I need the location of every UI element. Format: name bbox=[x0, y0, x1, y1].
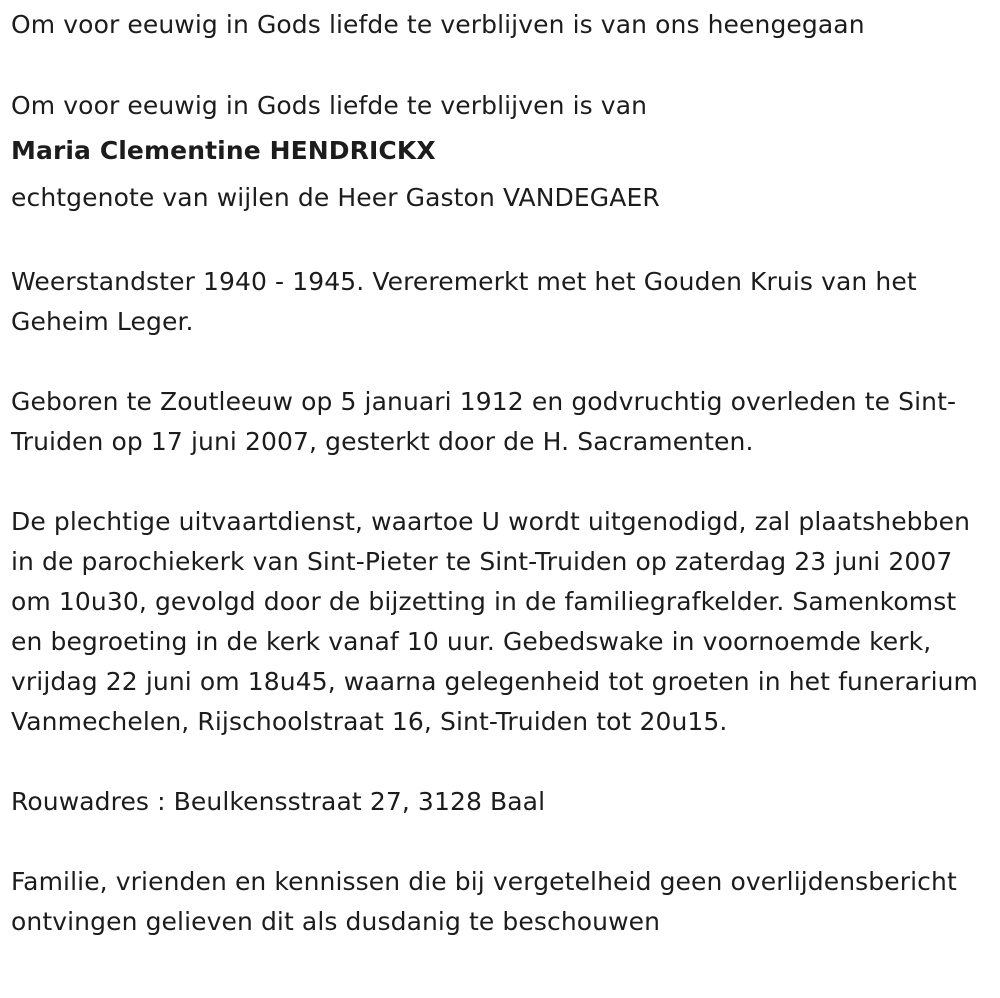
spacer bbox=[11, 46, 991, 86]
heading-text: Om voor eeuwig in Gods liefde te verblijven is van ons heengegaan bbox=[11, 10, 865, 39]
resistance-text: Weerstandster 1940 - 1945. Vereremerkt met het Gouden Kruis van het Geheim Leger. bbox=[11, 267, 917, 336]
spacer bbox=[11, 742, 991, 782]
closing-text: Familie, vrienden en kennissen die bij vergetelheid geen overlijdensbericht ontvingen gelieven dit als dusdanig te beschouwen bbox=[11, 867, 957, 936]
mourning-address: Rouwadres : Beulkensstraat 27, 3128 Baal bbox=[11, 787, 546, 816]
spacer bbox=[11, 462, 991, 502]
intro-text: Om voor eeuwig in Gods liefde te verblijven is van bbox=[11, 91, 648, 120]
spacer bbox=[11, 222, 991, 262]
birth-death-text: Geboren te Zoutleeuw op 5 januari 1912 en godvruchtig overleden te Sint-Truiden op 17 juni 2007, gesterkt door de H. Sacramenten. bbox=[11, 387, 957, 456]
funeral-text: De plechtige uitvaartdienst, waartoe U wordt uitgenodigd, zal plaatshebben in de parochiekerk van Sint-Pieter te Sint-Truiden op zaterdag 23 juni 2007 om 10u30, gevolgd door de bijzetting in de familiegrafkelder. Samenkomst en begroeting in de kerk vanaf 10 uur. Gebedswake in voornoemde kerk, vrijdag 22 juni om 18u45, waarna gelegenheid tot groeten in het funerarium Vanmechelen, Rijschoolstraat 16, Sint-Truiden tot 20u15. bbox=[11, 507, 979, 736]
obituary-document bbox=[11, 4, 991, 942]
spacer bbox=[11, 822, 991, 862]
spacer bbox=[11, 342, 991, 382]
deceased-name: Maria Clementine HENDRICKX bbox=[11, 136, 436, 165]
spouse-text: echtgenote van wijlen de Heer Gaston VANDEGAER bbox=[11, 183, 660, 212]
